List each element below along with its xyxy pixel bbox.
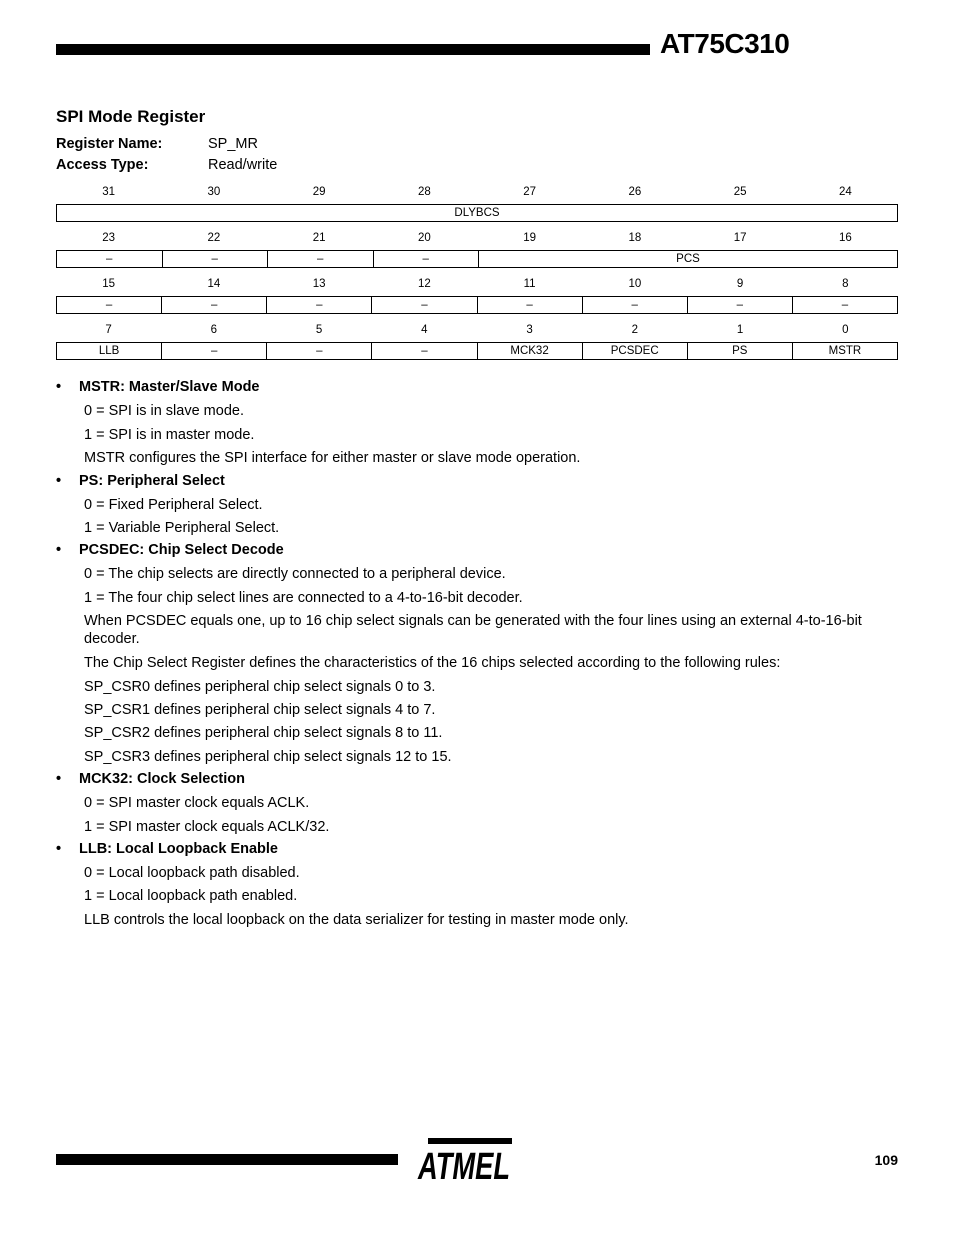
paragraph: 1 = SPI is in master mode. [84,427,255,443]
bit-field: – [841,299,849,311]
bullet-llb [56,841,278,857]
register-bitmap [56,186,898,360]
bit-fields [56,296,898,314]
bullet-title: MCK32: Clock Selection [79,771,245,787]
bit-field: – [268,251,374,267]
bullet-pcsdec [56,542,284,558]
paragraph: 0 = Local loopback path disabled. [84,865,300,881]
bit-number: 8 [842,278,849,290]
bit-field: – [57,297,162,313]
bullet-marker: • [56,542,62,558]
bullet-title: PCSDEC: Chip Select Decode [79,542,284,558]
bullet-marker: • [56,841,62,857]
bit-field: – [374,251,480,267]
bit-field: PCS [676,253,700,265]
access-type-value: Read/write [208,157,278,173]
bullet-ps [56,473,225,489]
paragraph: SP_CSR2 defines peripheral chip select signals 8 to 11. [84,725,443,741]
bit-number: 30 [207,186,221,198]
bit-number: 6 [210,324,218,336]
bit-field: – [372,343,477,359]
bit-numbers [56,278,898,296]
bit-field: – [688,297,793,313]
paragraph: LLB controls the local loopback on the data serializer for testing in master mode only. [84,912,629,928]
paragraph: The Chip Select Register defines the characteristics of the 16 chips selected according to the following rules: [84,655,781,671]
bit-number: 20 [417,232,431,244]
bit-field: PCSDEC [583,343,688,359]
paragraph: 0 = Fixed Peripheral Select. [84,497,263,513]
bit-fields [56,250,898,268]
bit-numbers [56,324,898,342]
bit-field: MCK32 [478,343,583,359]
bit-number: 11 [523,278,536,290]
paragraph: 0 = SPI master clock equals ACLK. [84,795,310,811]
register-name-row [56,136,258,152]
bit-number: 17 [733,232,747,244]
bit-number: 31 [102,186,116,198]
access-type-label: Access Type: [56,157,149,173]
access-type-row [56,157,277,173]
bullet-title: PS: Peripheral Select [79,473,225,489]
footer-rule [56,1154,398,1165]
paragraph: SP_CSR1 defines peripheral chip select signals 4 to 7. [84,702,436,718]
bit-number: 2 [631,324,639,336]
bit-number: 29 [312,186,326,198]
bit-number: 23 [102,232,116,244]
bullet-title: MSTR: Master/Slave Mode [79,379,260,395]
bit-number: 4 [421,324,428,336]
bit-field: PS [688,343,793,359]
bullet-marker: • [56,379,62,395]
bit-field: – [372,297,477,313]
bit-field: – [267,297,372,313]
logo-wordmark: ATMEL [417,1146,510,1188]
bit-field: MSTR [828,345,862,357]
page-number: 109 [874,1152,898,1168]
bit-field: – [162,297,267,313]
register-row [56,324,898,360]
bit-number: 16 [838,232,852,244]
bit-number: 22 [207,232,221,244]
paragraph: 1 = Variable Peripheral Select. [84,520,280,536]
bit-field: – [478,297,583,313]
bit-fields [56,342,898,360]
paragraph: 0 = SPI is in slave mode. [84,403,244,419]
bit-number: 12 [417,278,431,290]
bit-number: 3 [526,324,533,336]
paragraph: 0 = The chip selects are directly connected to a peripheral device. [84,566,506,582]
paragraph: SP_CSR0 defines peripheral chip select signals 0 to 3. [84,679,436,695]
bit-number: 0 [842,324,849,336]
bit-field: – [57,251,163,267]
bit-number: 15 [102,278,116,290]
bullet-mstr [56,379,260,395]
bit-field: – [267,343,372,359]
register-row [56,186,898,222]
bullet-mck32 [56,771,245,787]
bit-fields [56,204,898,222]
bit-number: 26 [628,186,642,198]
bit-field: – [583,297,688,313]
document-title: AT75C310 [660,28,790,59]
header-rule [56,44,650,55]
bit-number: 1 [736,324,744,336]
bit-numbers [56,232,898,250]
bit-number: 10 [628,278,642,290]
bit-number: 21 [312,232,326,244]
bit-field: LLB [57,343,162,359]
register-rows [56,186,898,360]
bit-number: 14 [207,278,221,290]
paragraph: 1 = The four chip select lines are connected to a 4-to-16-bit decoder. [84,590,523,606]
register-row [56,278,898,314]
bit-number: 28 [417,186,431,198]
bit-field: – [163,251,269,267]
paragraph: MSTR configures the SPI interface for either master or slave mode operation. [84,450,581,466]
bullet-marker: • [56,771,62,787]
paragraph: 1 = SPI master clock equals ACLK/32. [84,819,330,835]
atmel-logo [414,1136,514,1188]
bullet-title: LLB: Local Loopback Enable [79,841,278,857]
bit-number: 19 [523,232,537,244]
register-name-label: Register Name: [56,136,163,152]
bit-numbers [56,186,898,204]
bit-number: 27 [523,186,537,198]
bit-number: 18 [628,232,642,244]
paragraph: When PCSDEC equals one, up to 16 chip select signals can be generated with the four lines using an external 4-to-16-bit decoder. [84,613,862,647]
bit-number: 24 [838,186,852,198]
paragraph: SP_CSR3 defines peripheral chip select signals 12 to 15. [84,749,452,765]
bit-number: 5 [315,324,323,336]
register-row [56,232,898,268]
bit-number: 13 [312,278,326,290]
bullet-marker: • [56,473,62,489]
section-title: SPI Mode Register [56,107,206,126]
bit-field: DLYBCS [454,207,500,219]
bit-field: – [162,343,267,359]
register-name-value: SP_MR [208,136,258,152]
paragraph: 1 = Local loopback path enabled. [84,888,298,904]
bit-number: 25 [733,186,747,198]
bit-number: 9 [736,278,744,290]
bit-number: 7 [105,324,112,336]
